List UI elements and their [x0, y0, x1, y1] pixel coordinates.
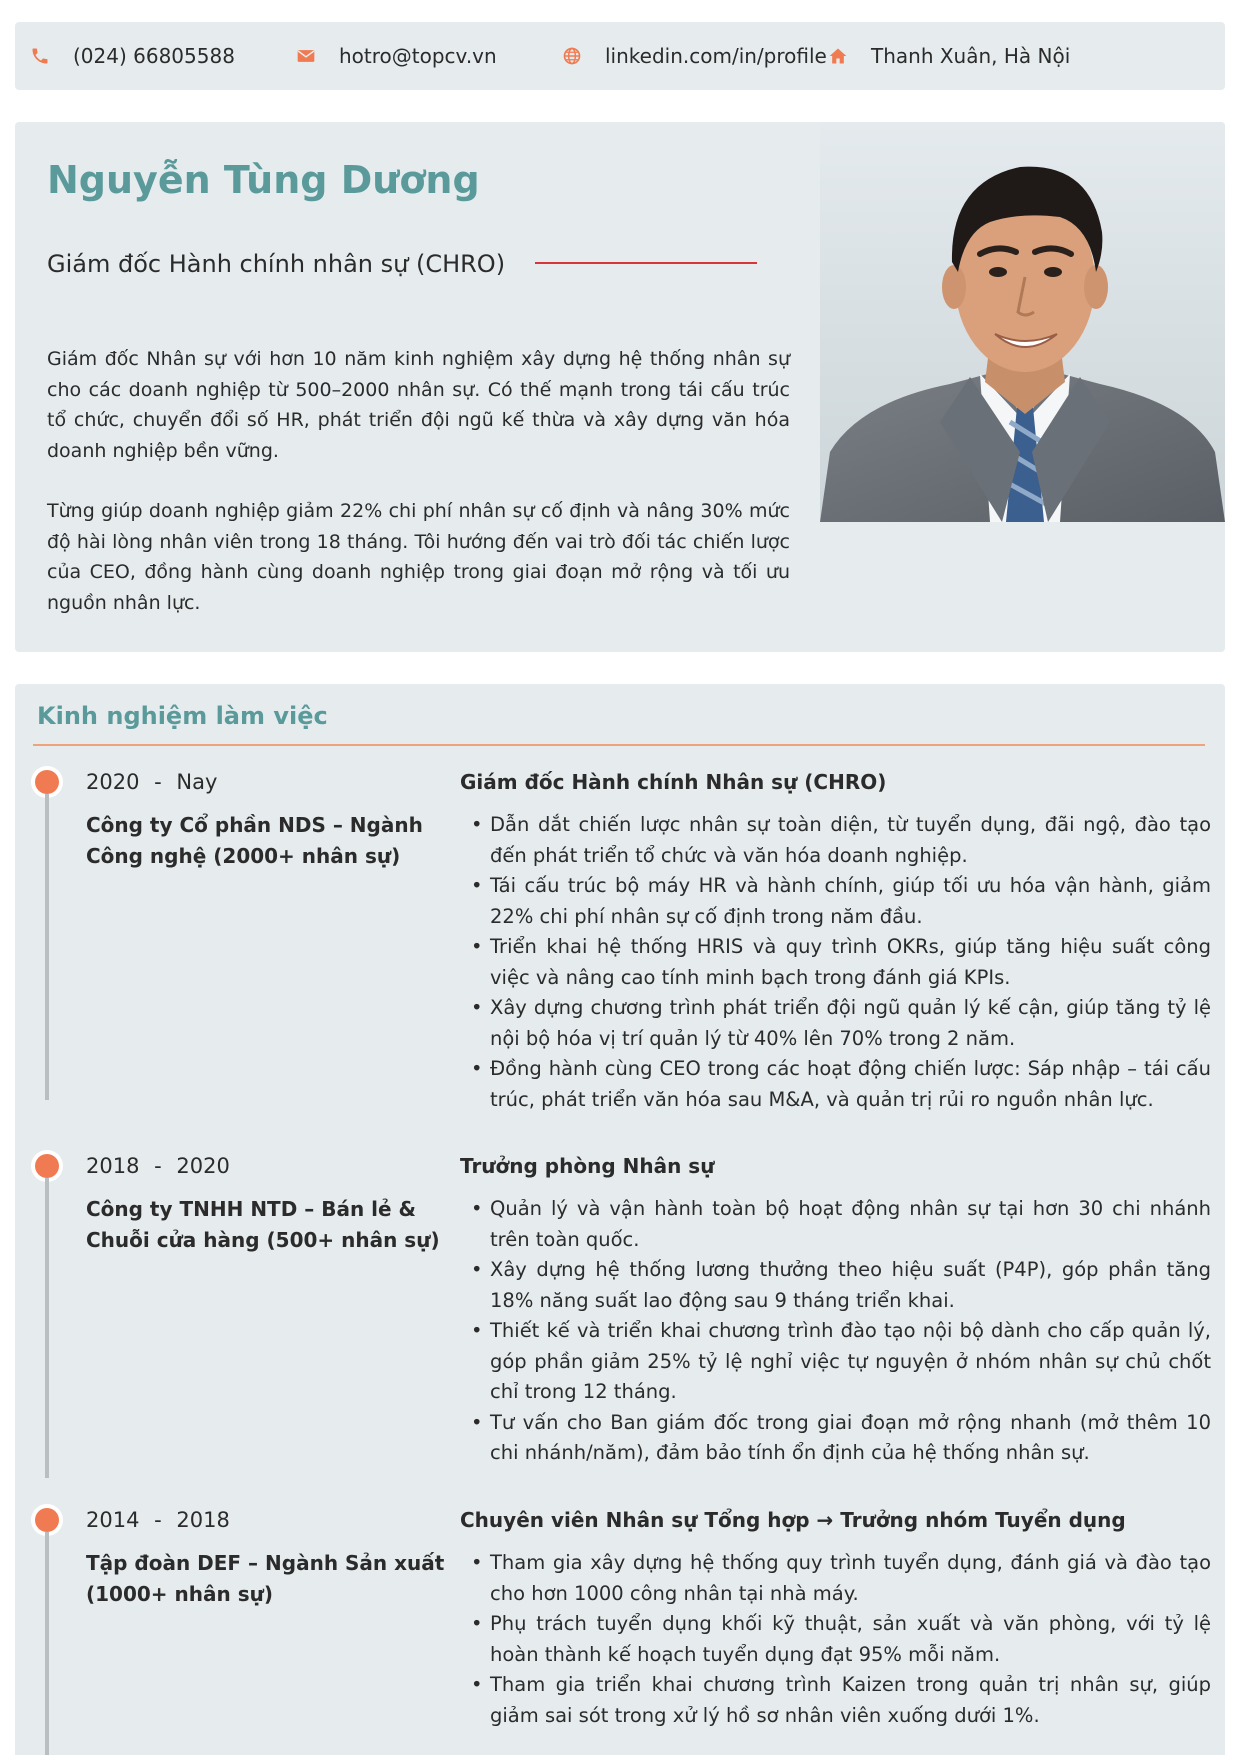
job-start: 2018 [86, 1154, 140, 1178]
timeline-line [45, 794, 49, 1100]
section-title: Kinh nghiệm làm việc [37, 702, 328, 730]
contact-address [827, 22, 1070, 90]
mail-icon [295, 45, 317, 67]
job-start: 2014 [86, 1508, 140, 1532]
address-text: Thanh Xuân, Hà Nội [871, 44, 1071, 68]
phone-icon [29, 45, 51, 67]
job-dates [86, 770, 217, 794]
profile-summary [47, 344, 790, 648]
summary-paragraph: Từng giúp doanh nghiệp giảm 22% chi phí nhân sự cố định và nâng 30% mức độ hài lòng nhân viên trong 18 tháng. Tôi hướng đến vai trò đối tác chiến lược của CEO, đồng hành cùng doanh nghiệp trong giai đoạn mở rộng và tối ưu nguồn nhân lực. [47, 500, 790, 614]
phone-text: (024) 66805588 [73, 44, 235, 68]
timeline-dot [35, 770, 59, 794]
date-separator: - [154, 1508, 162, 1532]
job-bullet: • Triển khai hệ thống HRIS và quy trình OKRs, giúp tăng hiệu suất công việc và nâng cao tính minh bạch trong đánh giá KPIs. [473, 932, 1211, 993]
email-text: hotro@topcv.vn [339, 44, 497, 68]
job-end: 2018 [176, 1508, 230, 1532]
job-end: Nay [176, 770, 218, 794]
job-title: Chuyên viên Nhân sự Tổng hợp → Trưởng nhóm Tuyển dụng [460, 1508, 1126, 1532]
profile-header [15, 122, 1225, 652]
job-bullets [473, 1194, 1211, 1469]
job-title: Giám đốc Hành chính Nhân sự (CHRO) [460, 770, 887, 794]
timeline-line [45, 1532, 49, 1755]
job-bullet: • Xây dựng hệ thống lương thưởng theo hiệu suất (P4P), góp phần tăng 18% năng suất lao động sau 9 tháng triển khai. [473, 1255, 1211, 1316]
globe-icon [561, 45, 583, 67]
job-bullet: • Tham gia triển khai chương trình Kaizen trong quản trị nhân sự, giúp giảm sai sót trong xử lý hồ sơ nhân viên xuống dưới 1%. [473, 1670, 1211, 1731]
job-bullet: • Thiết kế và triển khai chương trình đào tạo nội bộ dành cho cấp quản lý, góp phần giảm 25% tỷ lệ nghỉ việc tự nguyện ở nhóm nhân sự chủ chốt chỉ trong 12 tháng. [473, 1316, 1211, 1408]
job-end: 2020 [176, 1154, 230, 1178]
job-company: Công ty Cổ phần NDS – Ngành Công nghệ (2000+ nhân sự) [86, 813, 423, 868]
portrait-illustration [820, 122, 1225, 522]
job-dates [86, 1508, 230, 1532]
date-separator: - [154, 770, 162, 794]
job-bullet: • Phụ trách tuyển dụng khối kỹ thuật, sản xuất và văn phòng, với tỷ lệ hoàn thành kế hoạch tuyển dụng đạt 95% mỗi năm. [473, 1609, 1211, 1670]
job-title: Trưởng phòng Nhân sự [460, 1154, 715, 1178]
job-bullet: • Tham gia xây dựng hệ thống quy trình tuyển dụng, đánh giá và đào tạo cho hơn 1000 công nhân tại nhà máy. [473, 1548, 1211, 1609]
contact-phone[interactable] [29, 22, 235, 90]
contact-email[interactable] [295, 22, 497, 90]
website-text: linkedin.com/in/profile [605, 44, 827, 68]
job-bullet: • Tái cấu trúc bộ máy HR và hành chính, giúp tối ưu hóa vận hành, giảm 22% chi phí nhân sự cố định trong năm đầu. [473, 871, 1211, 932]
experience-section [15, 684, 1225, 1755]
job-dates [86, 1154, 230, 1178]
job-bullet: • Quản lý và vận hành toàn bộ hoạt động nhân sự tại hơn 30 chi nhánh trên toàn quốc. [473, 1194, 1211, 1255]
job-bullet: • Tư vấn cho Ban giám đốc trong giai đoạn mở rộng nhanh (mở thêm 10 chi nhánh/năm), đảm bảo tính ổn định của hệ thống nhân sự. [473, 1408, 1211, 1469]
job-company: Công ty TNHH NTD – Bán lẻ & Chuỗi cửa hàng (500+ nhân sự) [86, 1197, 440, 1252]
home-icon [827, 45, 849, 67]
role-divider [535, 262, 757, 264]
job-start: 2020 [86, 770, 140, 794]
timeline-dot [35, 1508, 59, 1532]
section-divider [33, 744, 1205, 746]
job-bullet: • Dẫn dắt chiến lược nhân sự toàn diện, từ tuyển dụng, đãi ngộ, đào tạo đến phát triển tổ chức và văn hóa doanh nghiệp. [473, 810, 1211, 871]
timeline-line [45, 1178, 49, 1478]
contact-website[interactable] [561, 22, 827, 90]
job-bullets [473, 810, 1211, 1115]
contact-bar [15, 22, 1225, 90]
date-separator: - [154, 1154, 162, 1178]
candidate-role: Giám đốc Hành chính nhân sự (CHRO) [47, 250, 506, 278]
job-bullets [473, 1548, 1211, 1731]
job-bullet: • Xây dựng chương trình phát triển đội ngũ quản lý kế cận, giúp tăng tỷ lệ nội bộ hóa vị trí quản lý từ 40% lên 70% trong 2 năm. [473, 993, 1211, 1054]
candidate-name: Nguyễn Tùng Dương [47, 158, 480, 202]
job-company: Tập đoàn DEF – Ngành Sản xuất (1000+ nhân sự) [86, 1551, 445, 1606]
timeline-dot [35, 1154, 59, 1178]
profile-photo [820, 122, 1225, 522]
summary-paragraph: Giám đốc Nhân sự với hơn 10 năm kinh nghiệm xây dựng hệ thống nhân sự cho các doanh nghiệp từ 500–2000 nhân sự. Có thế mạnh trong tái cấu trúc tổ chức, chuyển đổi số HR, phát triển đội ngũ kế thừa và xây dựng văn hóa doanh nghiệp bền vững. [47, 348, 790, 462]
job-bullet: • Đồng hành cùng CEO trong các hoạt động chiến lược: Sáp nhập – tái cấu trúc, phát triển văn hóa sau M&A, và quản trị rủi ro nguồn nhân lực. [473, 1054, 1211, 1115]
